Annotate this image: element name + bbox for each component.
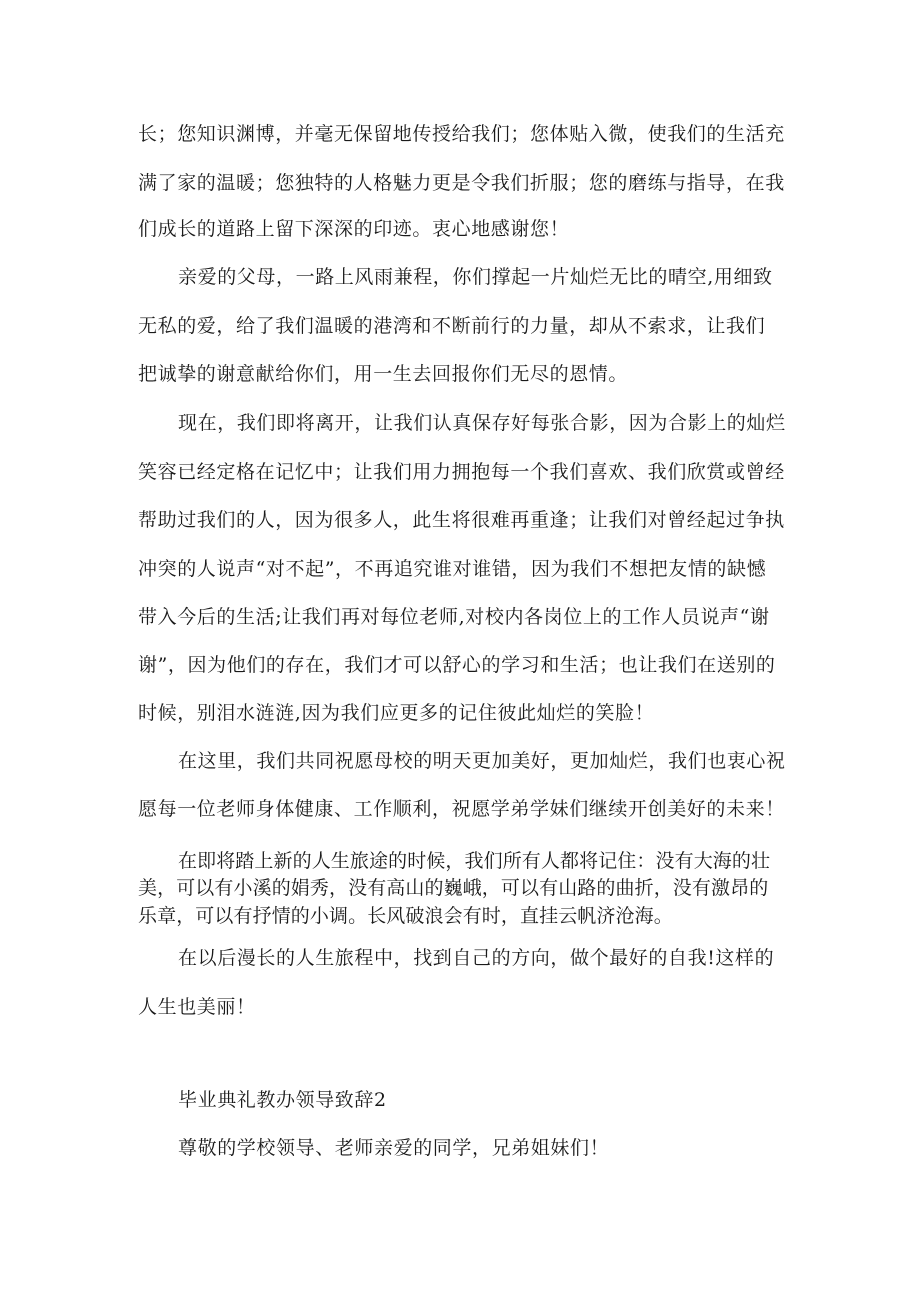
paragraph-line: 愿每一位老师身体健康、工作顺利，祝愿学弟学妹们继续开创美好的未来！ [138, 798, 785, 820]
salutation-line: 尊敬的学校领导、老师亲爱的同学，兄弟姐妹们！ [178, 1137, 610, 1159]
paragraph-line: 时候，别泪水涟涟,因为我们应更多的记住彼此灿烂的笑脸！ [138, 702, 655, 724]
paragraph-line: 无私的爱，给了我们温暖的港湾和不断前行的力量，却从不索求，让我们 [138, 315, 766, 337]
paragraph-line: 现在，我们即将离开，让我们认真保存好每张合影，因为合影上的灿烂 [178, 412, 786, 434]
paragraph-line: 在这里，我们共同祝愿母校的明天更加美好，更加灿烂，我们也衷心祝 [178, 750, 786, 772]
paragraph-line: 满了家的温暖；您独特的人格魅力更是令我们折服；您的磨练与指导，在我 [138, 172, 785, 194]
paragraph-line: 把诚挚的谢意献给你们，用一生去回报你们无尽的恩情。 [138, 363, 629, 385]
paragraph-line: 笑容已经定格在记忆中；让我们用力拥抱每一个我们喜欢、我们欣赏或曾经 [138, 461, 785, 483]
paragraph-line: 们成长的道路上留下深深的印迹。衷心地感谢您！ [138, 218, 570, 240]
paragraph-line: 在以后漫长的人生旅程中，找到自己的方向，做个最好的自我!这样的 [178, 947, 775, 969]
paragraph-line: 亲爱的父母，一路上风雨兼程，你们撑起一片灿烂无比的晴空,用细致 [178, 266, 773, 288]
paragraph-line: 长；您知识渊博，并毫无保留地传授给我们；您体贴入微，使我们的生活充 [138, 123, 785, 145]
paragraph-line: 人生也美丽！ [138, 996, 256, 1018]
paragraph-line: 在即将踏上新的人生旅途的时候，我们所有人都将记住：没有大海的壮 [178, 850, 771, 872]
paragraph-line: 谢”，因为他们的存在，我们才可以舒心的学习和生活；也让我们在送别的 [138, 654, 776, 676]
paragraph-line: 美，可以有小溪的娟秀，没有高山的巍峨，可以有山路的曲折，没有激昂的 [138, 877, 769, 899]
paragraph-line: 冲突的人说声“对不起”，不再追究谁对谁错，因为我们不想把友情的缺憾 [138, 558, 767, 580]
paragraph-line: 带入今后的生活;让我们再对每位老师,对校内各岗位上的工作人员说声“谢 [138, 606, 770, 628]
section-heading: 毕业典礼教办领导致辞2 [178, 1089, 387, 1111]
paragraph-line: 帮助过我们的人，因为很多人，此生将很难再重逢；让我们对曾经起过争执 [138, 509, 785, 531]
paragraph-line: 乐章，可以有抒情的小调。长风破浪会有时，直挂云帆济沧海。 [138, 905, 673, 927]
